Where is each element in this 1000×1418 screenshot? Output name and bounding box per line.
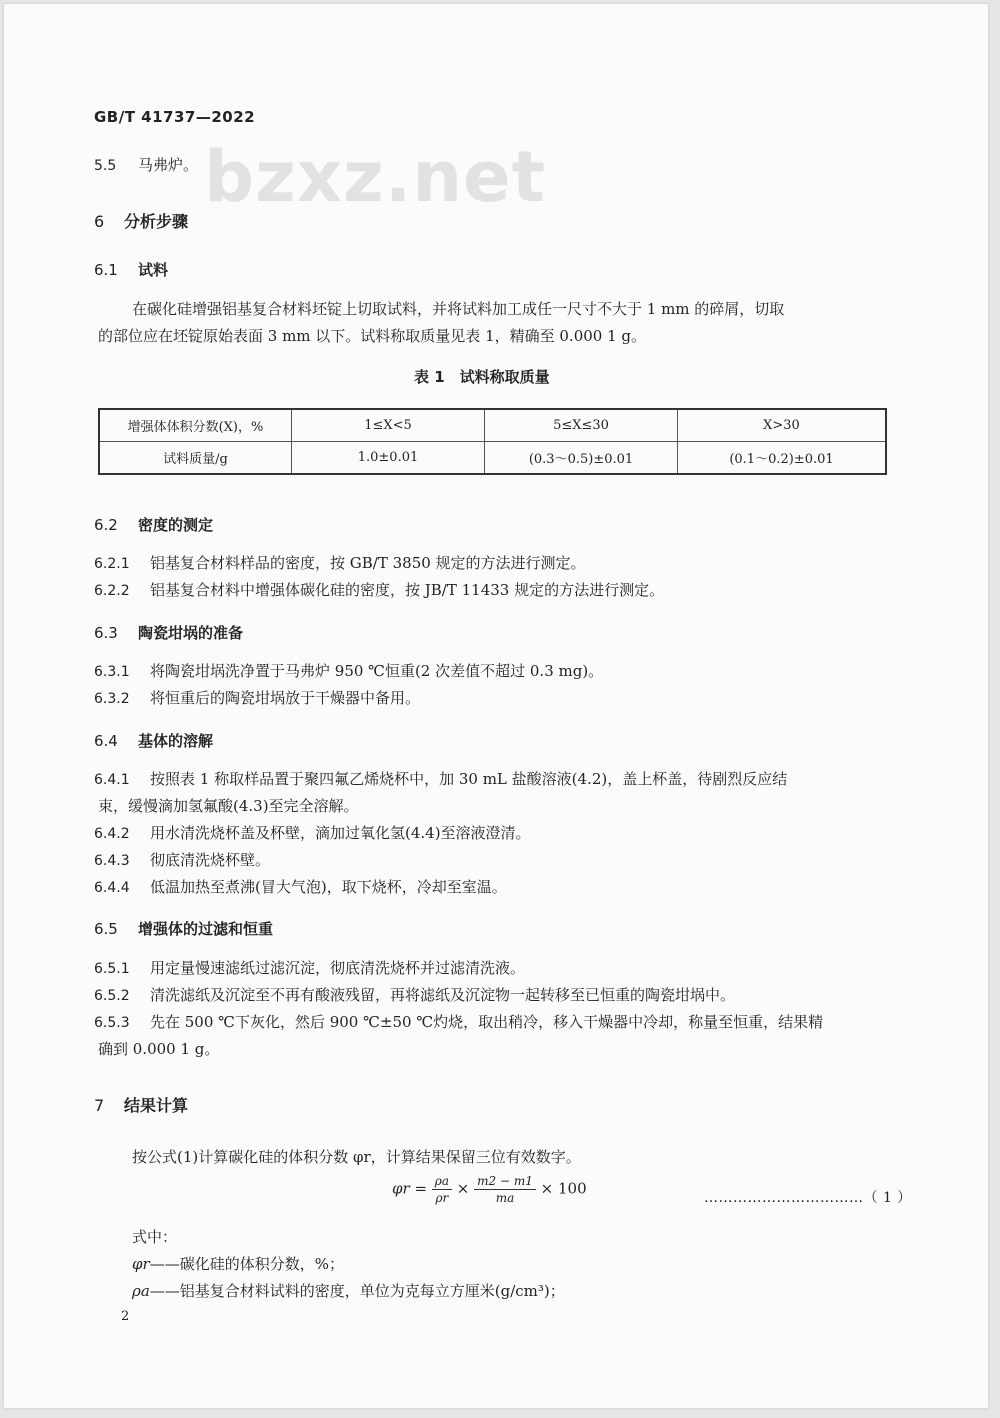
mass-ratio-fraction — [474, 1174, 536, 1205]
table-cell: 试料质量/g — [99, 442, 292, 475]
definition-text: ——铝基复合材料试料的密度，单位为克每立方厘米(g/cm³)； — [149, 1282, 565, 1300]
page-number: 2 — [121, 1309, 130, 1324]
section-number: 6.5 — [94, 920, 118, 938]
section-title: 基体的溶解 — [138, 732, 214, 750]
table-cell: 1≤X<5 — [292, 409, 485, 442]
clause-6-5-3 — [94, 1009, 823, 1037]
section-title: 分析步骤 — [124, 212, 189, 231]
clause-text: 铝基复合材料样品的密度，按 GB/T 3850 规定的方法进行测定。 — [150, 554, 586, 572]
table-1-caption: 表 1 试料称取质量 — [414, 368, 550, 386]
definition-symbol: ρa — [132, 1282, 150, 1300]
paragraph-6-1-line2: 的部位应在坯锭原始表面 3 mm 以下。试料称取质量见表 1，精确至 0.000 1 g。 — [98, 327, 647, 345]
section-7-heading — [94, 1093, 188, 1116]
clause-6-4-2 — [94, 820, 531, 848]
section-number: 6 — [94, 212, 105, 231]
table-row — [99, 442, 886, 475]
section-6-heading — [94, 209, 188, 232]
clause-number: 6.5.3 — [94, 1015, 130, 1031]
section-title: 试料 — [138, 261, 169, 279]
paragraph-6-1-line1: 在碳化硅增强铝基复合材料坯锭上切取试料，并将试料加工成任一尺寸不大于 1 mm 的碎屑，切取 — [132, 300, 785, 318]
clause-5-5 — [94, 152, 198, 180]
clause-text: 清洗滤纸及沉淀至不再有酸液残留，再将滤纸及沉淀物一起转移至已恒重的陶瓷坩埚中。 — [150, 986, 736, 1004]
section-6-4-heading — [94, 730, 213, 751]
table-cell: 1.0±0.01 — [292, 442, 485, 475]
section-number: 6.1 — [94, 261, 118, 279]
clause-number: 6.4.4 — [94, 880, 130, 896]
fraction-denominator: ma — [495, 1191, 515, 1205]
clause-number: 6.3.2 — [94, 691, 130, 707]
clause-6-2-1 — [94, 550, 586, 578]
standard-number-header: GB/T 41737—2022 — [94, 108, 256, 126]
clause-text: 用水清洗烧杯盖及杯壁，滴加过氧化氢(4.4)至溶液澄清。 — [150, 824, 531, 842]
definition-text: ——碳化硅的体积分数，%； — [149, 1255, 344, 1273]
clause-text: 低温加热至煮沸(冒大气泡)，取下烧杯，冷却至室温。 — [150, 878, 507, 896]
table-cell: 5≤X≤30 — [485, 409, 678, 442]
clause-6-5-1 — [94, 955, 525, 983]
fraction-numerator: m2 − m1 — [474, 1174, 536, 1190]
clause-number: 6.4.2 — [94, 826, 130, 842]
clause-text: 按照表 1 称取样品置于聚四氟乙烯烧杯中，加 30 mL 盐酸溶液(4.2)，盖上杯盖，待剧烈反应结 — [150, 770, 788, 788]
fraction-denominator: ρr — [435, 1191, 449, 1205]
section-6-2-heading — [94, 514, 213, 535]
clause-number: 6.4.3 — [94, 853, 130, 869]
section-number: 7 — [94, 1096, 105, 1115]
section-title: 结果计算 — [124, 1096, 189, 1115]
clause-text: 马弗炉。 — [138, 156, 199, 174]
clause-6-4-3 — [94, 847, 270, 875]
clause-number: 6.4.1 — [94, 772, 130, 788]
clause-6-5-3-continued: 确到 0.000 1 g。 — [98, 1040, 220, 1058]
clause-number: 6.2.1 — [94, 556, 130, 572]
calculation-intro: 按公式(1)计算碳化硅的体积分数 φr，计算结果保留三位有效数字。 — [132, 1148, 581, 1166]
definition-phi-r — [132, 1251, 344, 1278]
section-number: 6.2 — [94, 516, 118, 534]
equation-number: ……………………………（ 1 ） — [704, 1190, 912, 1206]
table-row — [99, 409, 886, 442]
formula-lhs: φr = — [392, 1179, 428, 1198]
section-title: 陶瓷坩埚的准备 — [138, 624, 244, 642]
clause-6-2-2 — [94, 577, 664, 605]
section-number: 6.3 — [94, 624, 118, 642]
clause-number: 6.5.2 — [94, 988, 130, 1004]
clause-number: 6.5.1 — [94, 961, 130, 977]
section-6-3-heading — [94, 622, 243, 643]
table-1 — [98, 408, 887, 475]
section-6-5-heading — [94, 918, 273, 939]
clause-number: 6.2.2 — [94, 583, 130, 599]
clause-text: 将陶瓷坩埚洗净置于马弗炉 950 ℃恒重(2 次差值不超过 0.3 mg)。 — [150, 662, 604, 680]
definition-symbol: φr — [132, 1255, 150, 1273]
density-ratio-fraction — [432, 1174, 452, 1205]
definition-rho-a — [132, 1278, 565, 1305]
formula-1 — [392, 1174, 587, 1205]
clause-6-3-2 — [94, 685, 420, 713]
section-6-1-heading — [94, 259, 168, 280]
watermark: bzxz.net — [204, 136, 547, 218]
clause-6-3-1 — [94, 658, 603, 686]
clause-number: 5.5 — [94, 158, 117, 174]
section-number: 6.4 — [94, 732, 118, 750]
clause-text: 先在 500 ℃下灰化，然后 900 ℃±50 ℃灼烧，取出稍冷，移入干燥器中冷却，称量至恒重，结果精 — [150, 1013, 824, 1031]
table-cell: 增强体体积分数(X)，% — [99, 409, 292, 442]
table-cell: (0.1～0.2)±0.01 — [678, 442, 887, 475]
table-cell: (0.3～0.5)±0.01 — [485, 442, 678, 475]
clause-text: 铝基复合材料中增强体碳化硅的密度，按 JB/T 11433 规定的方法进行测定。 — [150, 581, 665, 599]
clause-number: 6.3.1 — [94, 664, 130, 680]
clause-text: 将恒重后的陶瓷坩埚放于干燥器中备用。 — [150, 689, 421, 707]
clause-6-4-4 — [94, 874, 507, 902]
where-label: 式中： — [132, 1228, 178, 1246]
section-title: 增强体的过滤和恒重 — [138, 920, 274, 938]
clause-text: 用定量慢速滤纸过滤沉淀，彻底清洗烧杯并过滤清洗液。 — [150, 959, 526, 977]
clause-6-4-1-continued: 束，缓慢滴加氢氟酸(4.3)至完全溶解。 — [98, 797, 359, 815]
times-operator: × — [456, 1179, 470, 1198]
times-100: × 100 — [540, 1179, 587, 1198]
clause-text: 彻底清洗烧杯壁。 — [150, 851, 271, 869]
clause-6-5-2 — [94, 982, 735, 1010]
table-cell: X>30 — [678, 409, 887, 442]
document-page — [4, 4, 988, 1408]
fraction-numerator: ρa — [432, 1174, 452, 1190]
clause-6-4-1 — [94, 766, 787, 794]
section-title: 密度的测定 — [138, 516, 214, 534]
